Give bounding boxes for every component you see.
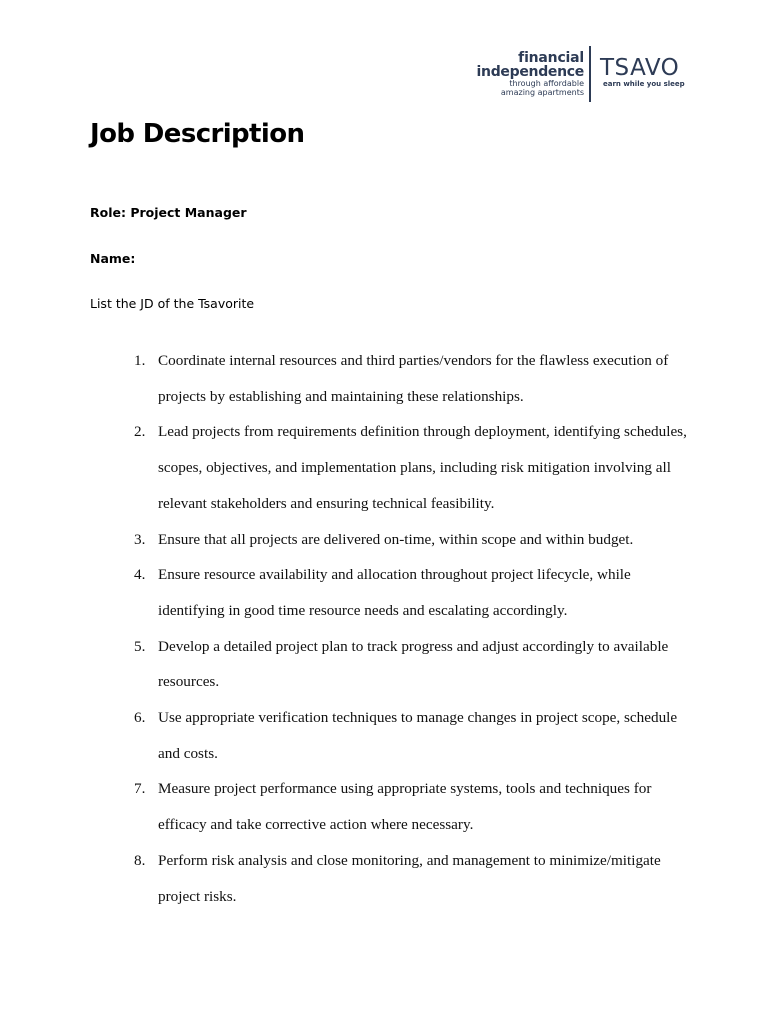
logo-line-1: financial <box>518 50 584 66</box>
intro-text: List the JD of the Tsavorite <box>90 296 255 311</box>
logo-line-3: through affordable <box>509 79 584 88</box>
logo-tagline: earn while you sleep <box>603 80 685 88</box>
name-field: Name: <box>90 251 136 266</box>
list-item <box>0 414 688 521</box>
list-item <box>0 843 688 914</box>
document-title: Job Description <box>90 119 305 149</box>
job-duties-list <box>0 343 768 914</box>
list-item <box>0 771 688 842</box>
list-item-text: Measure project performance using appropriate systems, tools and techniques for efficacy and take corrective action where necessary. <box>158 780 652 834</box>
list-item-number: 2. <box>134 423 146 441</box>
list-item-text: Lead projects from requirements definition through deployment, identifying schedules, scopes, objectives, and implementation plans, including risk mitigation involving all relevant stakeholders and ensuring technical feasibility. <box>158 423 687 512</box>
list-item <box>0 700 688 771</box>
company-logo <box>470 46 685 104</box>
logo-divider <box>589 46 591 102</box>
list-item-number: 8. <box>134 851 146 869</box>
list-item-text: Use appropriate verification techniques to manage changes in project scope, schedule and costs. <box>158 709 678 762</box>
logo-line-2: independence <box>476 64 584 80</box>
list-item-number: 1. <box>134 352 146 369</box>
list-item-number: 6. <box>134 709 146 727</box>
logo-brand-block <box>600 56 685 89</box>
list-item <box>0 557 688 628</box>
list-item-number: 5. <box>134 637 146 655</box>
list-item-text: Ensure resource availability and allocation throughout project lifecycle, while identifying in good time resource needs and escalating accordingly. <box>158 566 631 619</box>
list-item-text: Ensure that all projects are delivered on-time, within scope and within budget. <box>158 530 634 548</box>
list-item <box>0 343 688 414</box>
list-item-number: 4. <box>134 566 146 584</box>
list-item-text: Coordinate internal resources and third parties/vendors for the flawless execution of projects by establishing and maintaining these relationships. <box>158 352 669 405</box>
list-item-number: 3. <box>134 530 146 548</box>
logo-slogan <box>444 51 584 97</box>
list-item-text: Perform risk analysis and close monitoring, and management to minimize/mitigate project risks. <box>158 851 661 905</box>
list-item <box>0 522 688 558</box>
list-item <box>0 629 688 700</box>
list-item-number: 7. <box>134 780 146 798</box>
role-field: Role: Project Manager <box>90 205 247 220</box>
list-item-text: Develop a detailed project plan to track progress and adjust accordingly to available resources. <box>158 637 669 691</box>
logo-line-4: amazing apartments <box>500 88 584 97</box>
logo-brand-name: TSAVO <box>600 55 680 81</box>
